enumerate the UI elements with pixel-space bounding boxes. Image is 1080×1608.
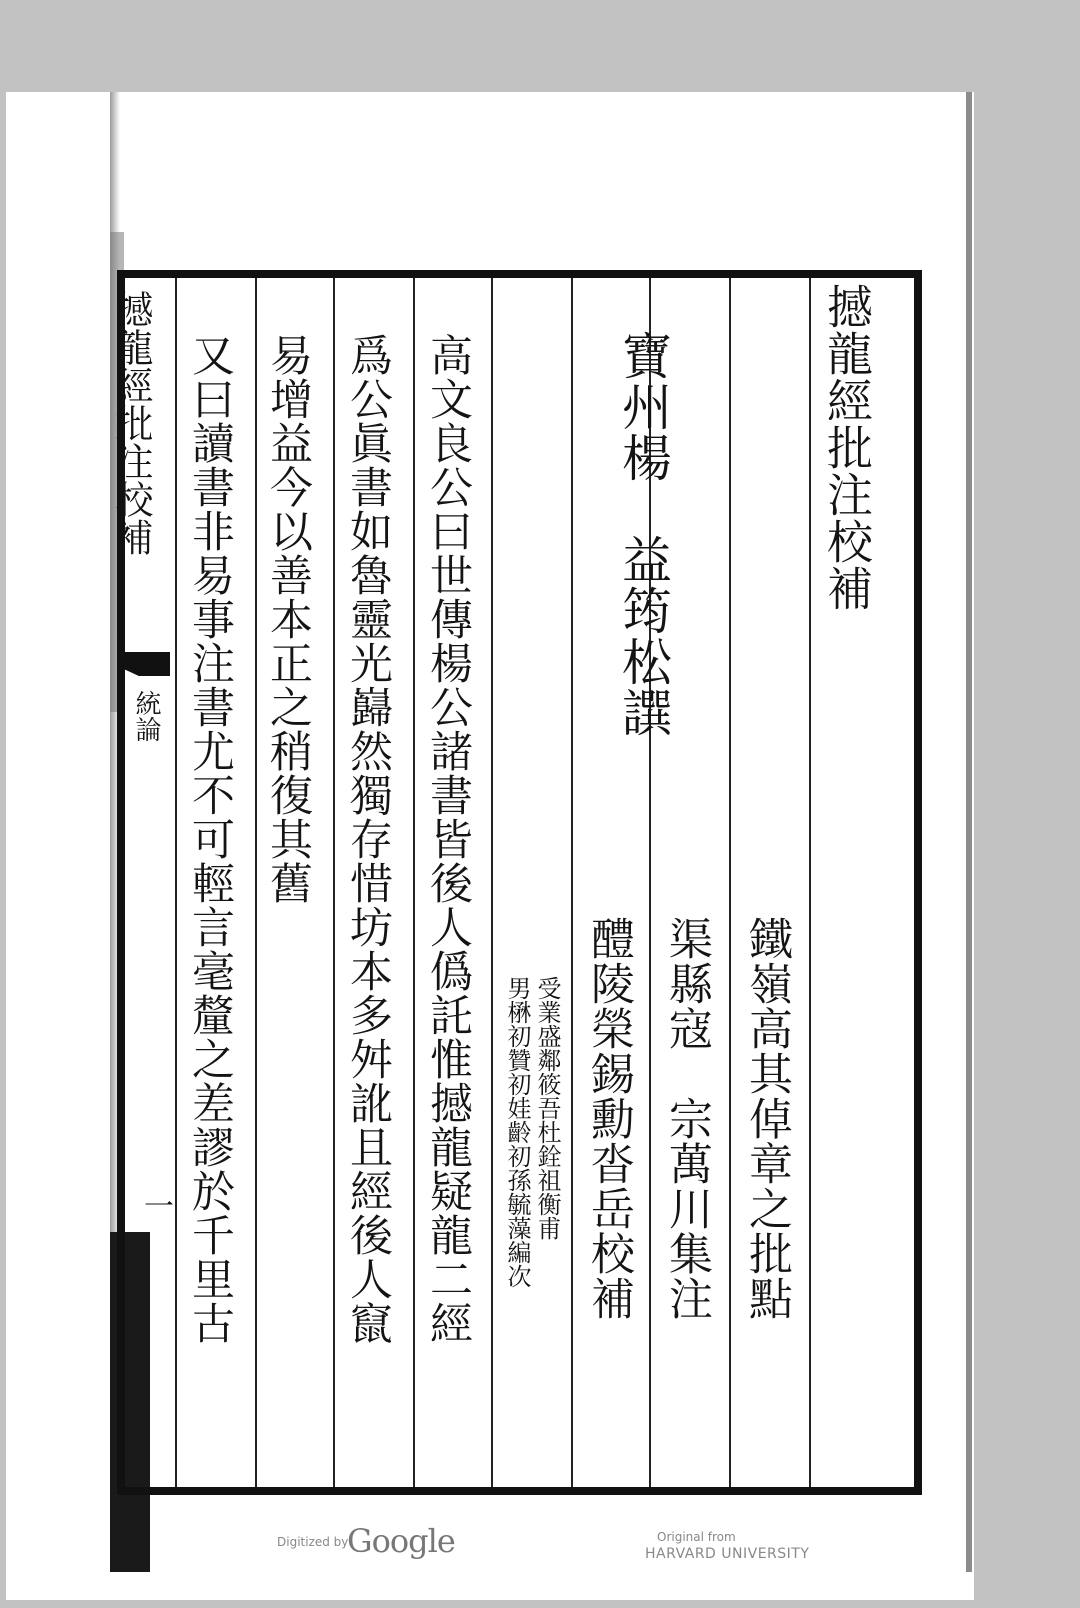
editor-line-1: 鐵嶺高其倬章之批點 xyxy=(741,916,792,1321)
margin-page-number: 一 xyxy=(138,1190,173,1220)
column-rule xyxy=(491,278,493,1487)
column-rule xyxy=(413,278,415,1487)
original-from-label: Original from xyxy=(657,1530,736,1544)
body-line-1: 高文良公曰世傳楊公諸書皆後人僞託惟撼龍疑龍二經 xyxy=(423,333,473,1345)
editor-line-2: 渠縣寇 宗萬川集注 xyxy=(661,916,712,1321)
margin-section: 統論 xyxy=(131,690,161,742)
column-rule xyxy=(809,278,811,1487)
body-line-3: 易增益今以善本正之稍復其舊 xyxy=(263,333,313,905)
editor-line-3: 醴陵榮錫勳沓岳校補 xyxy=(583,916,634,1321)
column-rule xyxy=(333,278,335,1487)
editor-sub-line-2: 男楙初贊初娃齡初孫毓藻編次 xyxy=(503,976,531,1288)
editor-sub-line-1: 受業盛鄰筱吾杜銓祖衡甫 xyxy=(533,976,561,1240)
digitized-by-label: Digitized by xyxy=(277,1535,349,1549)
library-name: HARVARD UNIVERSITY xyxy=(645,1546,810,1562)
google-logo: Google xyxy=(347,1522,455,1560)
body-line-4: 又曰讀書非易事注書尤不可輕言毫釐之差謬於千里古 xyxy=(185,333,235,1345)
author-line: 寶州楊 益筠松譔 xyxy=(614,330,672,738)
book-title: 撼龍經批注校補 xyxy=(820,283,874,612)
margin-title: 撼龍經批注校補 xyxy=(109,290,153,556)
column-rule xyxy=(571,278,573,1487)
body-line-2: 爲公眞書如魯靈光巋然獨存惜坊本多舛訛且經後人竄 xyxy=(343,333,393,1345)
column-rule xyxy=(255,278,257,1487)
column-rule xyxy=(729,278,731,1487)
column-rule xyxy=(175,278,177,1487)
text-frame xyxy=(117,270,922,1495)
scan-edge-right xyxy=(966,92,972,1572)
